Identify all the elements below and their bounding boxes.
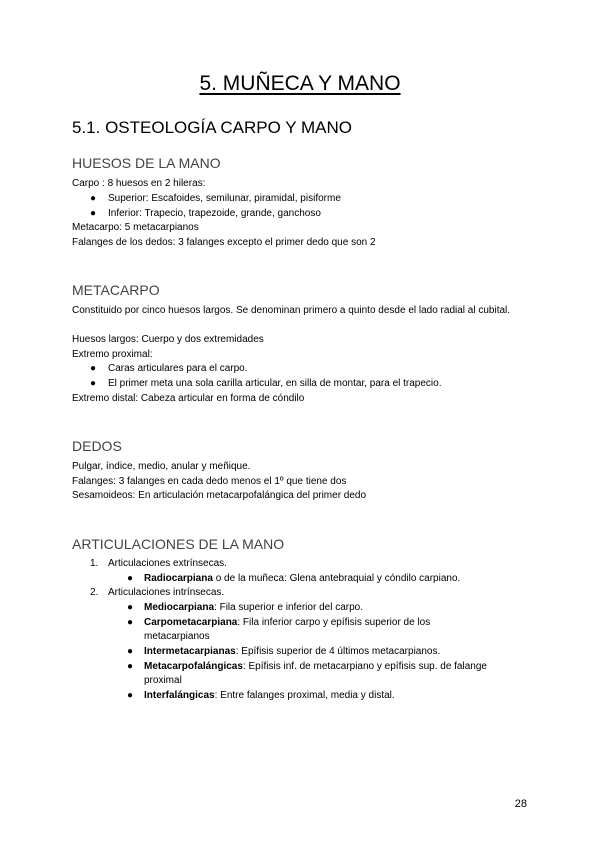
metacarpo-paragraph: Constituido por cinco huesos largos. Se denominan primero a quinto desde el lado radial al cubital. <box>72 305 511 316</box>
list-item: Caras articulares para el carpo. <box>108 363 248 374</box>
extremo-distal-line: Extremo distal: Cabeza articular en forma de cóndilo <box>72 393 305 404</box>
list-item <box>144 602 363 614</box>
list-item <box>144 690 395 702</box>
bullet-icon: ● <box>127 602 134 613</box>
bullet-icon: ● <box>127 646 134 657</box>
list-item <box>144 573 460 585</box>
term: Interfalángicas <box>144 690 215 701</box>
list-item: El primer meta una sola carilla articular, en silla de montar, para el trapecio. <box>108 378 442 389</box>
term: Metacarpofalángicas <box>144 661 243 672</box>
bullet-icon: ● <box>90 363 97 374</box>
definition: o de la muñeca: Glena antebraquial y cóndilo carpiano. <box>212 573 461 584</box>
bullet-icon: ● <box>127 573 134 584</box>
definition: : Entre falanges proximal, media y distal. <box>214 690 395 701</box>
term: Carpometacarpiana <box>144 617 238 628</box>
term: Mediocarpiana <box>144 602 215 613</box>
term: Intermetacarpianas <box>144 646 236 657</box>
list-item: Articulaciones extrínsecas. <box>108 558 227 569</box>
list-item-continuation: metacarpianos <box>144 631 210 642</box>
list-number: 1. <box>90 558 99 569</box>
huesos-heading: HUESOS DE LA MANO <box>72 155 221 171</box>
bullet-icon: ● <box>127 690 134 701</box>
dedos-line: Sesamoideos: En articulación metacarpofalángica del primer dedo <box>72 490 367 501</box>
extremo-proximal-line: Extremo proximal: <box>72 349 153 360</box>
definition: : Fila inferior carpo y epífisis superior de los <box>237 617 431 628</box>
page-title: 5. MUÑECA Y MANO <box>199 72 401 95</box>
definition: : Fila superior e inferior del carpo. <box>214 602 363 613</box>
list-item: Articulaciones intrínsecas. <box>108 587 225 598</box>
falanges-line: Falanges de los dedos: 3 falanges excepto el primer dedo que son 2 <box>72 237 376 248</box>
term: Radiocarpiana <box>144 573 213 584</box>
articulaciones-heading: ARTICULACIONES DE LA MANO <box>72 536 285 552</box>
dedos-line: Falanges: 3 falanges en cada dedo menos el 1º que tiene dos <box>72 476 347 487</box>
bullet-icon: ● <box>90 193 97 204</box>
list-item: Superior: Escafoides, semilunar, piramidal, pisiforme <box>108 193 341 204</box>
huesos-largos-line: Huesos largos: Cuerpo y dos extremidades <box>72 334 264 345</box>
bullet-icon: ● <box>90 208 97 219</box>
list-item: Inferior: Trapecio, trapezoide, grande, ganchoso <box>108 208 321 219</box>
metacarpo-line: Metacarpo: 5 metacarpianos <box>72 222 199 233</box>
bullet-icon: ● <box>127 617 134 628</box>
list-item <box>144 617 430 629</box>
list-item <box>144 661 487 673</box>
list-item-continuation: proximal <box>144 675 182 686</box>
definition: : Epífisis inf. de metacarpiano y epífisis sup. de falange <box>242 661 487 672</box>
page-number: 28 <box>514 798 527 810</box>
section-heading: 5.1. OSTEOLOGÍA CARPO Y MANO <box>72 118 352 137</box>
list-number: 2. <box>90 587 99 598</box>
bullet-icon: ● <box>90 378 97 389</box>
dedos-heading: DEDOS <box>72 438 122 454</box>
carpo-line: Carpo : 8 huesos en 2 hileras: <box>72 178 206 189</box>
list-item <box>144 646 440 658</box>
metacarpo-heading: METACARPO <box>72 282 160 298</box>
definition: : Epífisis superior de 4 últimos metacarpianos. <box>235 646 441 657</box>
bullet-icon: ● <box>127 661 134 672</box>
dedos-line: Pulgar, índice, medio, anular y meñique. <box>72 461 251 472</box>
